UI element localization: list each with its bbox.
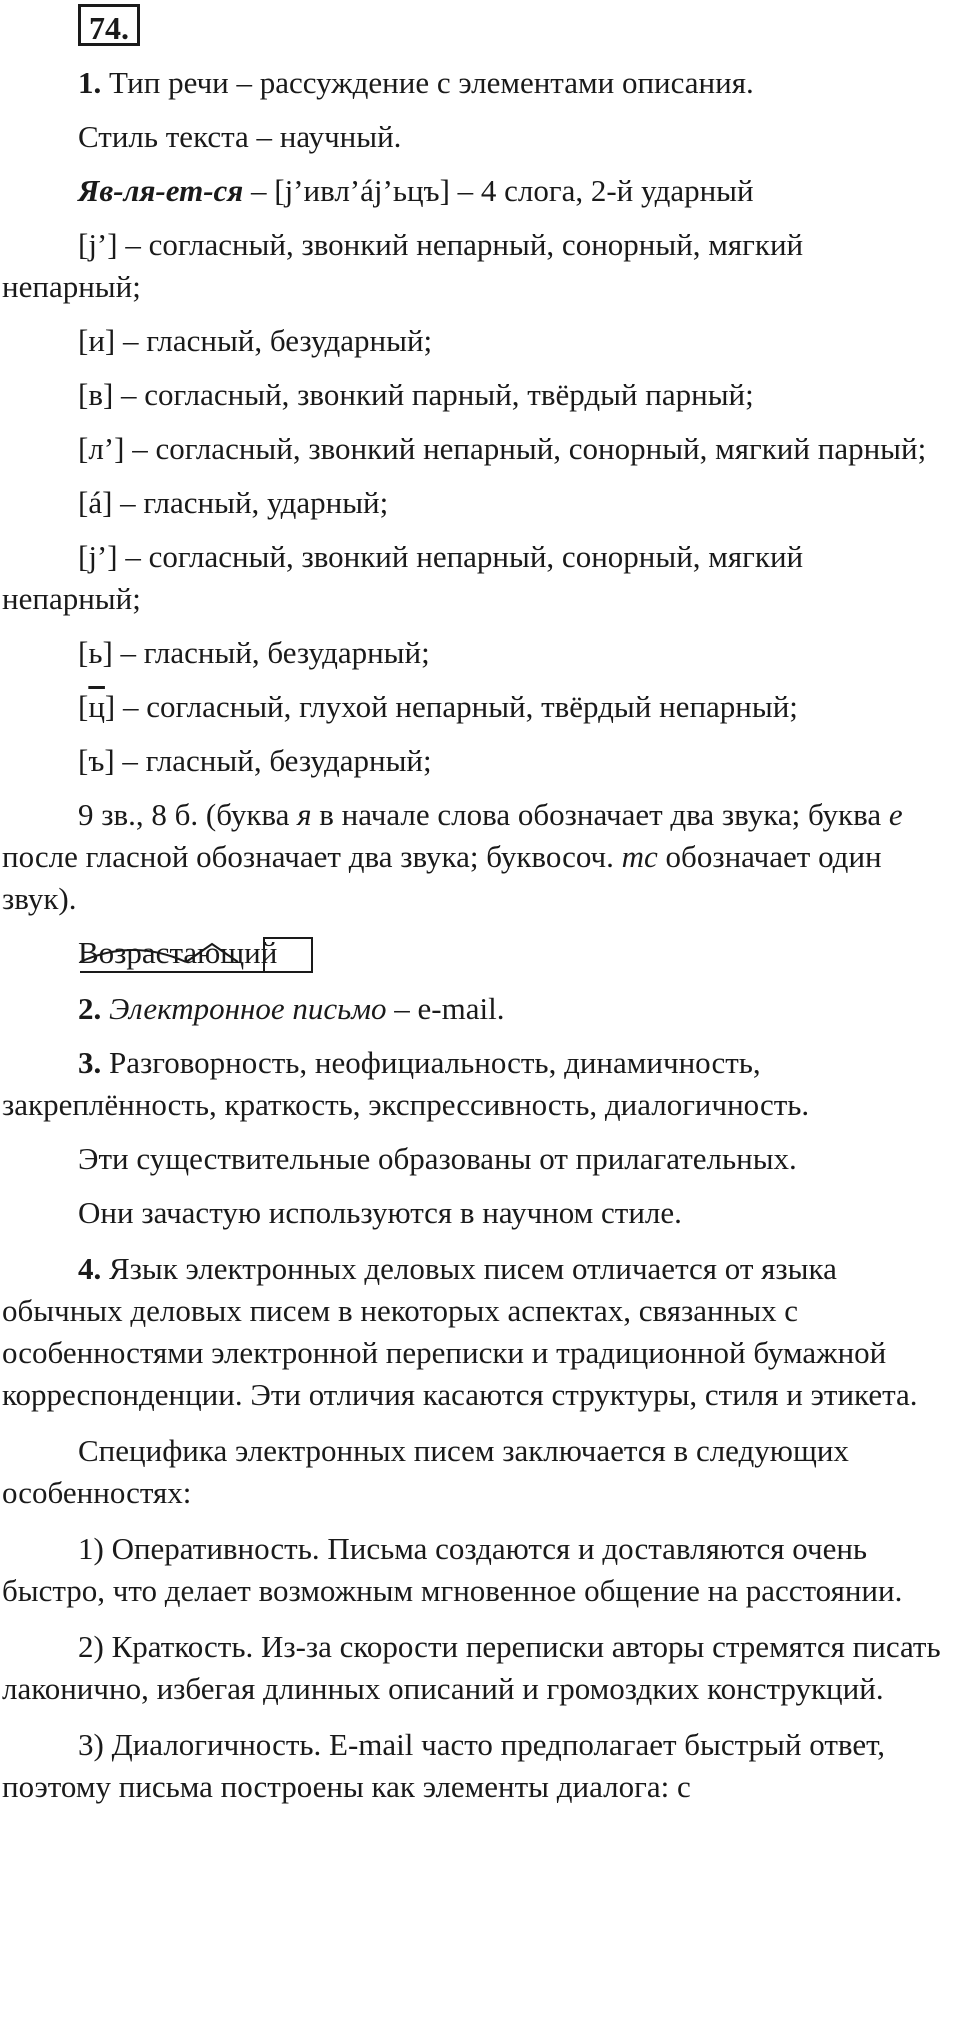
sound-line: [ц] – согласный, глухой непарный, твёрдый непарный; (78, 689, 798, 724)
paragraph-features: 3. Разговорность, неофициальность, динамичность, закреплённость, краткость, экспрессивность, диалогичность. (2, 1045, 810, 1122)
paragraph-nouns: Эти существительные образованы от прилагательных. (78, 1141, 797, 1176)
syllable-word: Яв-ля-ет-ся (78, 173, 244, 208)
sound-line: [в] – согласный, звонкий парный, твёрдый парный; (78, 377, 754, 412)
paragraph-usage: Они зачастую используются в научном стиле. (78, 1195, 682, 1230)
task-number-box (78, 4, 140, 46)
paragraph-style: Стиль текста – научный. (78, 119, 402, 154)
sound-line: [и] – гласный, безударный; (78, 323, 433, 358)
sound-line: [л’] – согласный, звонкий непарный, сонорный, мягкий парный; (78, 431, 927, 466)
sound-line: [ь] – гласный, безударный; (78, 635, 430, 670)
list-item: 2) Краткость. Из-за скорости переписки авторы стремятся писать лаконично, избегая длинных описаний и громоздких конструкций. (2, 1629, 941, 1706)
sound-line: [j’] – согласный, звонкий непарный, сонорный, мягкий непарный; (2, 227, 804, 304)
morph-word: Возрастающий (78, 935, 278, 970)
item-number: 1. (78, 65, 102, 100)
list-item: 3) Диалогичность. E-mail часто предполагает быстрый ответ, поэтому письма построены как элементы диалога: с (2, 1727, 886, 1804)
paragraph-count: 9 зв., 8 б. (буква я в начале слова обозначает два звука; буква е после гласной обозначает два звука; буквосоч. тс обозначает один звук). (2, 797, 903, 916)
paragraph-specifics: Специфика электронных писем заключается в следующих особенностях: (2, 1433, 849, 1510)
task-number: 74. (89, 10, 129, 46)
paragraph-email: 2. Электронное письмо – e-mail. (78, 991, 505, 1026)
document-body (2, 50, 946, 1808)
paragraph-transcription: Яв-ля-ет-ся – [j’ивл’áj’ьцъ] – 4 слога, 2-й ударный (78, 173, 754, 208)
sound-line: [j’] – согласный, звонкий непарный, сонорный, мягкий непарный; (2, 539, 804, 616)
sound-line: [á] – гласный, ударный; (78, 485, 389, 520)
paragraph-speech-type: 1. Тип речи – рассуждение с элементами описания. (78, 65, 754, 100)
sound-line: [ъ] – гласный, безударный; (78, 743, 432, 778)
paragraph-business-email: 4. Язык электронных деловых писем отличается от языка обычных деловых писем в некоторых аспектах, связанных с особенностями электронной переписки и традиционной бумажной корреспонденции. Эти отличия касаются структуры, стиля и этикета. (2, 1251, 918, 1412)
morphemic-analysis (78, 932, 277, 976)
list-item: 1) Оперативность. Письма создаются и доставляются очень быстро, что делает возможным мгновенное общение на расстоянии. (2, 1531, 903, 1608)
